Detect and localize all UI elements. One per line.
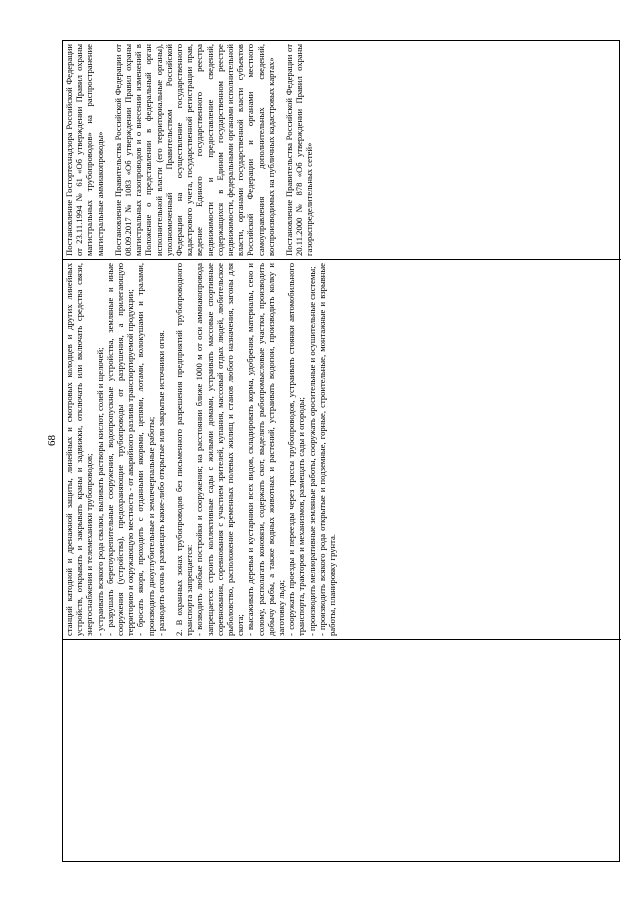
restrictions-block-2: [174, 263, 337, 636]
restriction-paragraph: - разводить огонь и размещать какие-либо открытые или закрытые источники огня.: [155, 330, 166, 636]
restriction-paragraph: - производить мелиоративные земляные работы, сооружать оросительные и осушительные системы;: [306, 266, 317, 636]
regulation-table: [62, 40, 620, 862]
page-number: 68: [46, 435, 58, 446]
restriction-paragraph: - бросать якоря, проходить с отданными якорями, цепями, лотами, волокушами и тралами, производить дноуглубительные и землечерпальные работы;: [135, 263, 156, 636]
source-reference: Постановление Правительства Российской Федерации от 20.11.2000 № 878 «Об утверждении Правил охраны газораспределительных сетей»: [284, 44, 315, 256]
restriction-paragraph: - возводить любые постройки и сооружения; на расстоянии ближе 1000 м от оси аммиакопровода запрещается: строить коллективные сады с жилыми домами, устраивать массовые спортивные соревнования, соревнования с участием зрителей, купания, массовый отдых людей, любительское рыболовство, расположение временных полевых жилищ и станов любого назначения, загоны для скота;: [194, 263, 246, 636]
restriction-paragraph: - сооружать проезды и переезды через трассы трубопроводов, устраивать стоянки автомобильного транспорта, тракторов и механизмов, размещать сады и огороды;: [286, 263, 307, 636]
restrictions-block-1: [64, 263, 166, 636]
restriction-paragraph: - устраивать всякого рода свалки, выливать растворы кислот, солей и щелочей;: [94, 347, 105, 636]
source-reference: Постановление Госгортехнадзора Российской Федерации от 23.11.1994 № 61 «Об утверждении Правил охраны магистральных трубопроводов» на распространение магистральные аммиакопроводы»: [64, 44, 105, 256]
restriction-paragraph: станций катодной и дренажной защиты, линейных и смотровых колодцев и других линейных устройств, открывать и закрывать краны и задвижки, отключать или включать средства связи, энергоснабжения и телемеханики трубопроводов;: [64, 263, 95, 636]
restriction-paragraph: - производить всякого рода открытые и подземные, горные, строительные, монтажные и взрывные работы, планировку грунта.: [316, 263, 338, 636]
restrictions-column: [63, 259, 621, 639]
sources-column: [63, 41, 621, 259]
empty-column: [63, 639, 621, 863]
restriction-paragraph: - высаживать деревья и кустарники всех видов, складировать корма, удобрения, материалы, сено и солому, располагать коновязи, содержать скот, выделять рыбопромысловые участки, производить добычу рыбы, а также водных животных и растений, устраивать водопои, производить колку и заготовку льда;: [245, 263, 287, 636]
restriction-paragraph: 2. В охранных зонах трубопроводов без письменного разрешения предприятий трубопроводного транспорта запрещается:: [174, 263, 195, 636]
restriction-paragraph: - разрушать берегоукрепительные сооружения, водопропускные устройства, земляные и иные сооружения (устройства), предохраняющие трубопроводы от разрушения, а прилегающую территорию и окружающую местность - от аварийного разлива транспортируемой продукции;: [104, 263, 136, 636]
table-row: [63, 41, 621, 863]
source-reference: Постановление Правительства Российской Федерации от 08.09.2017 № 1083 «Об утверждении Правил охраны магистральных газопроводов и о внесении изменений в Положение о представлении в федеральный орган исполнительной власти (его территориальные органы), уполномоченный Правительством Российской Федерации на осуществление государственного кадастрового учета, государственной регистрации прав, ведение Единого государственного реестра недвижимости и предоставление сведений, содержащихся в Едином государственном реестре недвижимости, федеральными органами исполнительной власти, органами государственной власти субъектов Российской Федерации и органами местного самоуправления дополнительных сведений, воспроизводимых на публичных кадастровых картах»: [112, 44, 276, 256]
